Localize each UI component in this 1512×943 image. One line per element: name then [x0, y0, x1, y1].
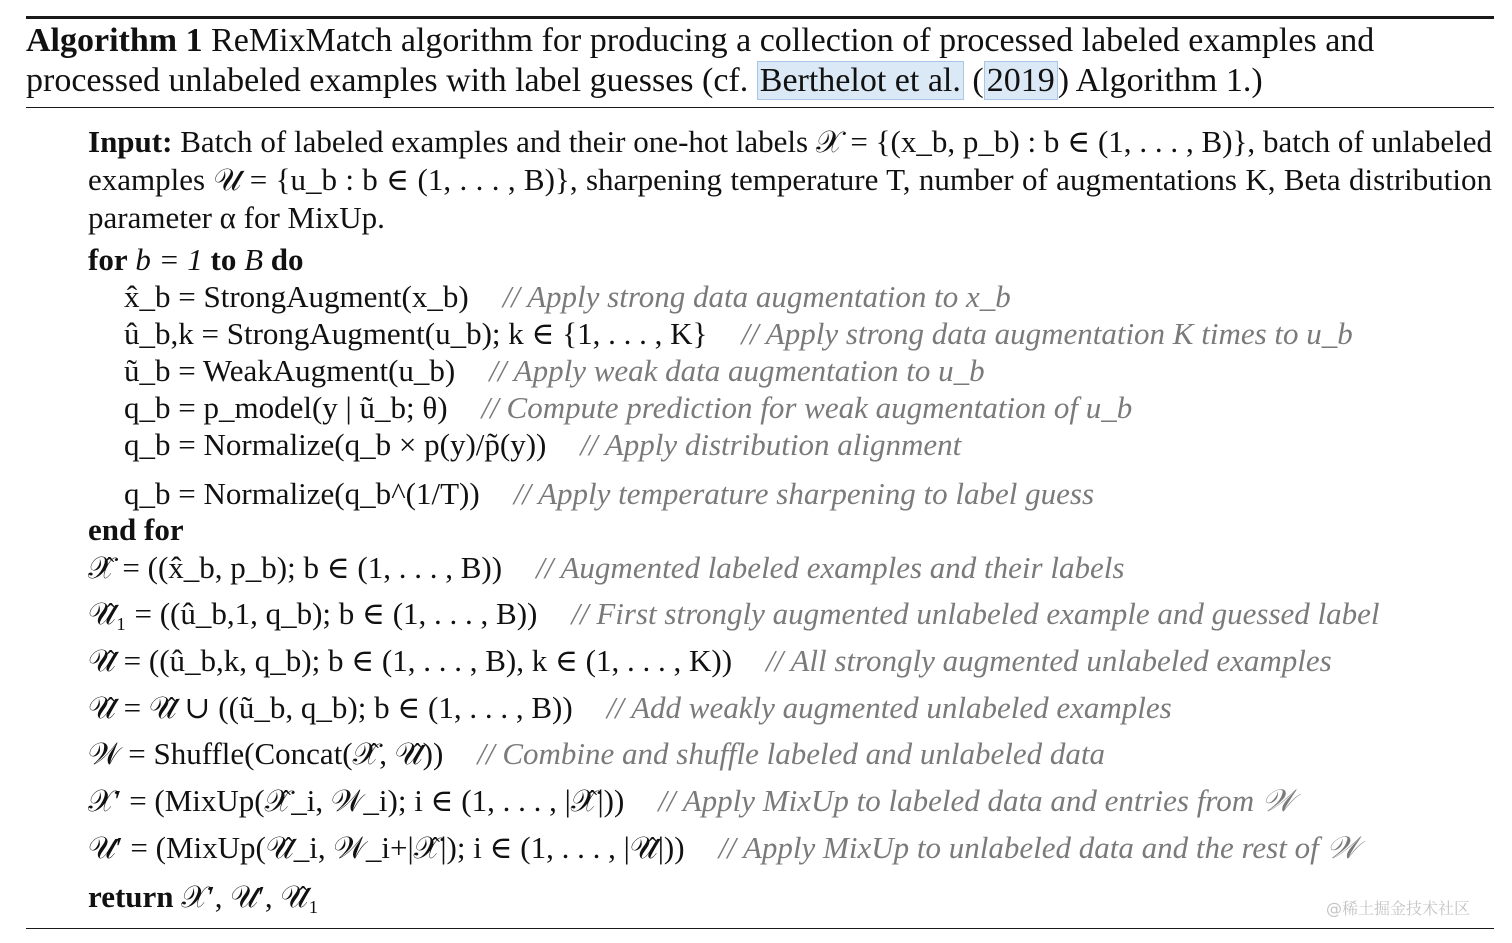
line-code: ũ_b = WeakAugment(u_b) — [124, 353, 456, 388]
line-comment: // Apply strong data augmentation K times to u_b — [741, 316, 1353, 351]
watermark-text: @稀土掘金技术社区 — [1326, 899, 1471, 918]
line-body — [88, 643, 1332, 679]
keyword-end-for: end for — [88, 512, 184, 547]
loop-bound: B — [244, 242, 264, 277]
citation-link-authors[interactable]: Berthelot et al. — [757, 61, 964, 100]
line-code: 𝒳′, 𝒰′, 𝒰̂₁ — [181, 879, 320, 914]
line-body — [88, 242, 304, 278]
line-body — [88, 879, 319, 915]
line-code: q_b = Normalize(q_b × p(y)/p̃(y)) — [124, 427, 547, 462]
line-body — [124, 476, 1094, 512]
line-body — [88, 596, 1380, 632]
caption-text-b: processed unlabeled examples with label guesses (cf. — [26, 62, 749, 99]
line-code: 𝒰̂ = 𝒰̂ ∪ ((ũ_b, q_b); b ∈ (1, . . . , B)) — [88, 690, 573, 725]
caption-rule — [26, 107, 1494, 108]
line-body — [88, 830, 1359, 866]
line-body — [88, 783, 1294, 819]
line-body — [88, 736, 1105, 772]
line-code: 𝒳̂ = ((x̂_b, p_b); b ∈ (1, . . . , B)) — [88, 550, 503, 585]
line-code: x̂_b = StrongAugment(x_b) — [124, 279, 469, 314]
line-comment: // All strongly augmented unlabeled examples — [766, 643, 1332, 678]
line-comment: // First strongly augmented unlabeled example and guessed label — [571, 596, 1380, 631]
line-code: 𝒰̂₁ = ((û_b,1, q_b); b ∈ (1, . . . , B)) — [88, 596, 538, 631]
line-comment: // Apply MixUp to unlabeled data and the rest of 𝒲 — [718, 830, 1359, 865]
line-code: q_b = Normalize(q_b^(1/T)) — [124, 476, 480, 511]
algorithm-label: Algorithm 1 — [26, 22, 203, 59]
keyword-do: do — [270, 242, 304, 277]
line-code: 𝒰′ = (MixUp(𝒰̂_i, 𝒲_i+|𝒳̂|); i ∈ (1, . . . , |𝒰̂|)) — [88, 830, 685, 865]
citation-link-year[interactable]: 2019 — [984, 61, 1058, 100]
line-comment: // Augmented labeled examples and their labels — [536, 550, 1125, 585]
input-keyword: Input: — [88, 124, 173, 159]
line-code: 𝒳′ = (MixUp(𝒳̂_i, 𝒲_i); i ∈ (1, . . . , |𝒳̂|)) — [88, 783, 625, 818]
line-body — [124, 316, 1353, 352]
input-text: Batch of labeled examples and their one-hot labels 𝒳 = {(x_b, p_b) : b ∈ (1, . . . , B)}, batch of unlabeled examples 𝒰 = {u_b : b ∈ (1, . . . , B)}, sharpening temperature T, number of augmentations K, Beta distribution parameter α for MixUp. — [88, 124, 1493, 235]
line-body — [88, 690, 1172, 726]
line-comment: // Combine and shuffle labeled and unlabeled data — [477, 736, 1106, 771]
algorithm-caption-line-2: processed unlabeled examples with label guesses (cf. Berthelot et al. (2019) Algorithm 1.) — [26, 62, 1263, 99]
top-rule — [26, 16, 1494, 19]
line-comment: // Add weakly augmented unlabeled examples — [606, 690, 1172, 725]
line-comment: // Apply weak data augmentation to u_b — [489, 353, 985, 388]
bottom-rule — [26, 928, 1494, 929]
line-body — [124, 427, 961, 463]
line-code: û_b,k = StrongAugment(u_b); k ∈ {1, . . . , K} — [124, 316, 708, 351]
line-comment: // Apply strong data augmentation to x_b — [502, 279, 1011, 314]
line-comment: // Apply MixUp to labeled data and entries from 𝒲 — [658, 783, 1295, 818]
keyword-for: for — [88, 242, 128, 277]
line-code: 𝒲 = Shuffle(Concat(𝒳̂, 𝒰̂)) — [88, 736, 444, 771]
caption-text-a: ReMixMatch algorithm for producing a collection of processed labeled examples and — [211, 22, 1375, 59]
keyword-return: return — [88, 879, 174, 914]
algorithm-caption-line-1 — [26, 21, 1496, 61]
line-body — [88, 550, 1124, 586]
line-body — [88, 512, 184, 548]
loop-init: b = 1 — [135, 242, 203, 277]
line-body — [124, 353, 985, 389]
line-comment: // Apply distribution alignment — [580, 427, 962, 462]
line-code: 𝒰̂ = ((û_b,k, q_b); b ∈ (1, . . . , B), k ∈ (1, . . . , K)) — [88, 643, 733, 678]
caption-text-c: Algorithm 1.) — [1075, 62, 1263, 99]
line-comment: // Compute prediction for weak augmentation of u_b — [481, 390, 1133, 425]
line-comment: // Apply temperature sharpening to label guess — [513, 476, 1095, 511]
line-code: q_b = p_model(y | ũ_b; θ) — [124, 390, 448, 425]
line-body — [124, 390, 1132, 426]
keyword-to: to — [210, 242, 237, 277]
input-paragraph — [88, 123, 1492, 237]
line-body — [124, 279, 1011, 315]
